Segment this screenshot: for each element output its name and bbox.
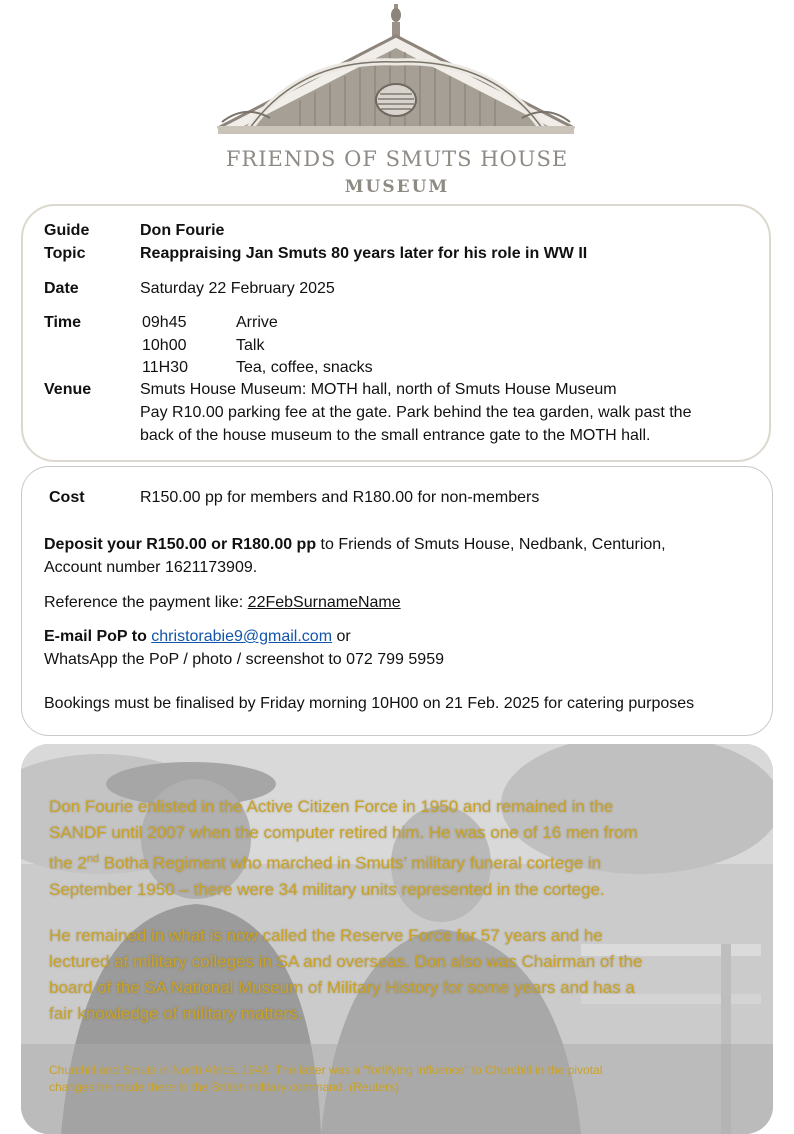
bio-p2-line4: fair knowledge of military matters. (49, 1004, 303, 1023)
schedule-time-3: 11H30 (142, 359, 188, 376)
bio-p2-line2: lectured at military colleges in SA and overseas. Don also was Chairman of the (49, 952, 643, 971)
venue-label: Venue (44, 381, 92, 398)
whatsapp-line: WhatsApp the PoP / photo / screenshot to 072 799 5959 (44, 651, 444, 668)
caption-line2: changes he made there to the British military command. (Reuters) (49, 1080, 400, 1094)
caption-line1: Churchill and Smuts in North Africa, 1942. The latter was a “fortifying influence” to Churchill in the pivotal (49, 1063, 603, 1077)
topic-label: Topic (44, 245, 86, 262)
schedule-time-1: 09h45 (142, 314, 187, 331)
guide-label: Guide (44, 222, 90, 239)
museum-logo (0, 0, 794, 200)
bio-p1-line2: SANDF until 2007 when the computer retired him. He was one of 16 men from (49, 823, 638, 842)
cost-label: Cost (49, 489, 85, 506)
account-line: Account number 1621173909. (44, 559, 258, 576)
cost-value: R150.00 pp for members and R180.00 for non-members (140, 489, 540, 506)
bookings-line: Bookings must be finalised by Friday morning 10H00 on 21 Feb. 2025 for catering purposes (44, 695, 695, 712)
bio-p2-line3: board of the SA National Museum of Military History for some years and has a (49, 978, 635, 997)
background-photo (21, 744, 773, 1134)
venue-line-2: Pay R10.00 parking fee at the gate. Park behind the tea garden, walk past the (140, 404, 692, 421)
bio-p2-line1: He remained in what is now called the Reserve Force for 57 years and he (49, 926, 603, 945)
bio-p1-line3-sup: nd (86, 853, 100, 865)
date-value: Saturday 22 February 2025 (140, 280, 335, 297)
bio-paragraph-1 (49, 794, 749, 903)
venue-line-1: Smuts House Museum: MOTH hall, north of Smuts House Museum (140, 381, 617, 398)
bio-p1-line3-pre: the 2 (49, 853, 87, 873)
bio-paragraph-2 (49, 923, 749, 1027)
schedule-activity-1: Arrive (236, 314, 278, 331)
deposit-rest: to Friends of Smuts House, Nedbank, Centurion, (316, 536, 666, 553)
bio-p1-line3-post: Botha Regiment who marched in Smuts’ military funeral cortege in (99, 853, 602, 873)
bio-p1-line3 (49, 846, 749, 877)
deposit-line (44, 534, 666, 556)
deposit-bold: Deposit your R150.00 or R180.00 pp (44, 536, 317, 553)
schedule-activity-2: Talk (236, 337, 265, 354)
reference-line (44, 592, 401, 614)
guide-value: Don Fourie (140, 222, 225, 239)
date-label: Date (44, 280, 79, 297)
email-suffix: or (332, 628, 351, 645)
schedule-activity-3: Tea, coffee, snacks (236, 359, 373, 376)
time-label: Time (44, 314, 82, 331)
reference-value: 22FebSurnameName (247, 594, 401, 611)
house-roof-icon (0, 0, 794, 150)
bio-p1-line4: September 1950 – there were 34 military units represented in the cortege. (49, 879, 605, 899)
photo-caption (49, 1062, 749, 1096)
bio-p1-line1: Don Fourie enlisted in the Active Citizen Force in 1950 and remained in the (49, 797, 614, 816)
email-bold: E-mail PoP to (44, 628, 152, 645)
email-line (44, 626, 351, 648)
schedule-time-2: 10h00 (142, 337, 187, 354)
email-link[interactable]: christorabie9@gmail.com (151, 628, 333, 645)
topic-value: Reappraising Jan Smuts 80 years later for his role in WW II (140, 245, 588, 262)
reference-prefix: Reference the payment like: (44, 594, 248, 611)
logo-title-line2: MUSEUM (344, 177, 450, 197)
venue-line-3: back of the house museum to the small entrance gate to the MOTH hall. (140, 427, 651, 444)
logo-title-line1: FRIENDS OF SMUTS HOUSE (225, 147, 569, 171)
